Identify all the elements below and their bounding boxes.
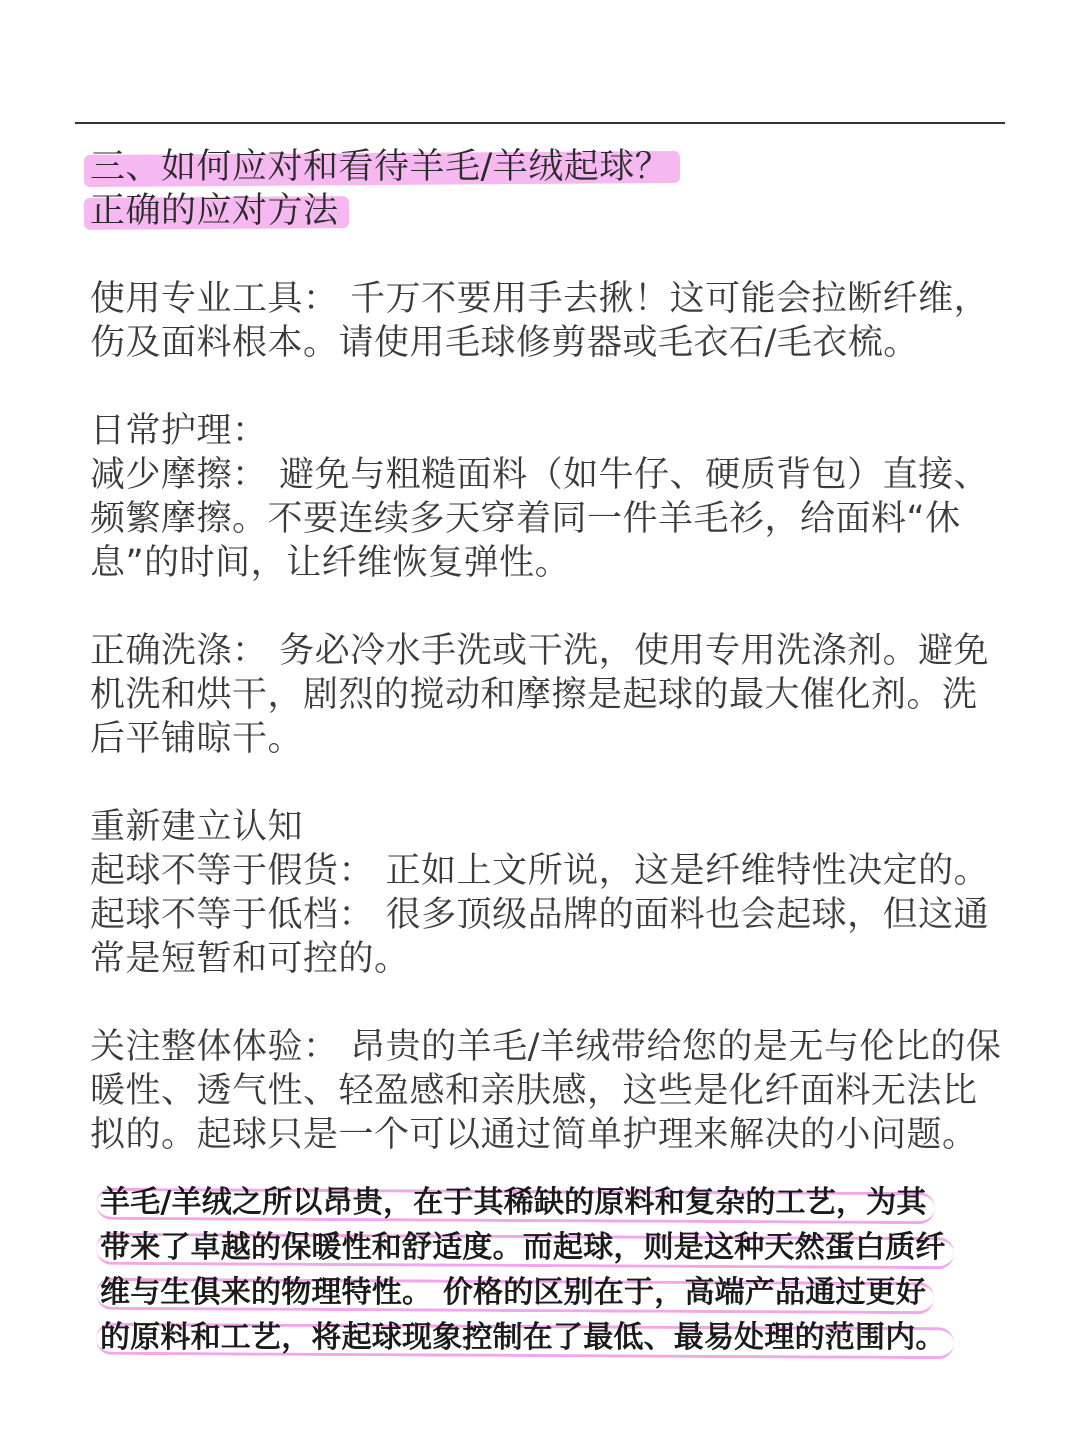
paragraph-line: 起球不等于低档： 很多顶级品牌的面料也会起球，但这通 <box>90 895 990 935</box>
wash-paragraph <box>90 629 1030 761</box>
heading-title: 三、如何应对和看待羊毛/羊绒起球？ <box>90 147 671 187</box>
paragraph-line: 使用专业工具： 千万不要用手去揪！这可能会拉断纤维， <box>90 279 990 319</box>
summary-line: 的原料和工艺，将起球现象控制在了最低、最易处理的范围内。 <box>100 1315 946 1360</box>
care-paragraph <box>90 409 1030 585</box>
summary-line: 羊毛/羊绒之所以昂贵，在于其稀缺的原料和复杂的工艺，为其 <box>100 1180 927 1225</box>
experience-paragraph <box>90 1025 1030 1157</box>
paragraph-line: 机洗和烘干，剧烈的搅动和摩擦是起球的最大催化剂。洗 <box>90 675 978 715</box>
cognition-heading: 重新建立认知 <box>90 807 304 847</box>
summary-line: 维与生俱来的物理特性。 价格的区别在于，高端产品通过更好 <box>100 1270 926 1315</box>
heading-subtitle: 正确的应对方法 <box>90 191 339 231</box>
paragraph-line: 拟的。起球只是一个可以通过简单护理来解决的小问题。 <box>90 1115 978 1155</box>
paragraph-line: 后平铺晾干。 <box>90 719 304 759</box>
paragraph-line: 暖性、透气性、轻盈感和亲肤感，这些是化纤面料无法比 <box>90 1071 978 1111</box>
summary-line: 带来了卓越的保暖性和舒适度。而起球，则是这种天然蛋白质纤 <box>100 1225 946 1270</box>
paragraph-line: 伤及面料根本。请使用毛球修剪器或毛衣石/毛衣梳。 <box>90 323 919 363</box>
paragraph-line: 常是短暂和可控的。 <box>90 939 410 979</box>
summary-highlight <box>100 1180 1040 1360</box>
article-body <box>90 145 1030 1157</box>
paragraph-line: 减少摩擦： 避免与粗糙面料（如牛仔、硬质背包）直接、 <box>90 455 990 495</box>
top-divider <box>75 122 1005 124</box>
section-heading <box>90 145 1030 233</box>
paragraph-line: 关注整体体验： 昂贵的羊毛/羊绒带给您的是无与伦比的保 <box>90 1027 1002 1067</box>
tool-paragraph <box>90 277 1030 365</box>
paragraph-line: 息”的时间，让纤维恢复弹性。 <box>90 543 571 583</box>
paragraph-line: 频繁摩擦。不要连续多天穿着同一件羊毛衫，给面料“休 <box>90 499 961 539</box>
paragraph-line: 起球不等于假货： 正如上文所说，这是纤维特性决定的。 <box>90 851 990 891</box>
care-heading: 日常护理： <box>90 411 268 451</box>
paragraph-line: 正确洗涤： 务必冷水手洗或干洗，使用专用洗涤剂。避免 <box>90 631 990 671</box>
cognition-paragraph <box>90 805 1030 981</box>
